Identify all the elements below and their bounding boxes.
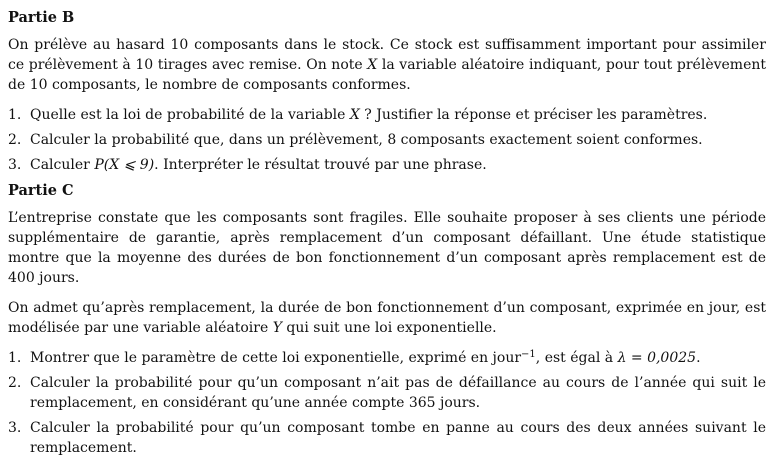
question-b2 — [8, 130, 766, 150]
question-number: 2. — [8, 375, 22, 391]
para-text-1: On admet qu’après remplacement, la durée de bon fonctionnement d’un composant, exprimée en jour, est modélisée par une variable aléatoire — [8, 300, 766, 336]
partie-c-para-1: L’entreprise constate que les composants sont fragiles. Elle souhaite proposer à ses clients une période supplémentaire de garantie, après remplacement d’un composant défaillant. Une étude statistique montre que la moyenne des durées de bon fonctionnement d’un composant après remplacement est de 400 jours. — [8, 210, 766, 286]
variable-x: X — [349, 107, 360, 123]
partie-b-intro — [8, 35, 766, 95]
intro-text-1: On prélève au hasard 10 composants dans le stock. Ce stock est suffisamment important pour assimiler ce prélèvement à 10 tirages avec remise. On note — [8, 37, 766, 73]
question-text: ? Justifier la réponse et préciser les paramètres. — [359, 107, 708, 123]
question-text: , est égal à — [535, 350, 618, 366]
question-text: Calculer — [30, 157, 95, 173]
intro-text-2: la variable aléatoire indiquant, pour tout prélèvement de 10 composants, le nombre de composants conformes. — [8, 57, 767, 93]
question-text: Calculer la probabilité que, dans un prélèvement, 8 composants exactement soient conformes. — [30, 132, 703, 148]
question-text: Calculer la probabilité pour qu’un composant tombe en panne au cours des deux années suivant le remplacement. — [30, 420, 766, 456]
question-c2 — [8, 373, 766, 413]
lambda-value: λ = 0,0025 — [617, 350, 697, 366]
question-text: . Interpréter le résultat trouvé par une phrase. — [154, 157, 487, 173]
question-number: 3. — [8, 157, 22, 173]
partie-c-questions — [8, 348, 766, 458]
section-title-partie-c: Partie C — [8, 182, 74, 199]
para-text-2: qui suit une loi exponentielle. — [281, 320, 497, 336]
question-number: 3. — [8, 420, 22, 436]
question-text: Montrer que le paramètre de cette loi exponentielle, exprimé en jour — [30, 350, 522, 366]
partie-c-para-2 — [8, 298, 766, 338]
question-number: 2. — [8, 132, 22, 148]
question-text: . — [696, 350, 701, 366]
section-title-partie-b: Partie B — [8, 9, 75, 26]
variable-x: X — [367, 57, 378, 73]
question-number: 1. — [8, 350, 22, 366]
question-c1 — [8, 348, 766, 368]
probability-expression: P(X ⩽ 9) — [94, 157, 155, 173]
partie-b-questions — [8, 105, 766, 175]
question-b1 — [8, 105, 766, 125]
question-text: Calculer la probabilité pour qu’un composant n’ait pas de défaillance au cours de l’année qui suit le remplacement, en considérant qu’une année compte 365 jours. — [30, 375, 766, 411]
question-number: 1. — [8, 107, 22, 123]
variable-y: Y — [272, 320, 282, 336]
question-text: Quelle est la loi de probabilité de la variable — [30, 107, 350, 123]
question-b3 — [8, 155, 766, 175]
exponent: −1 — [521, 349, 536, 360]
question-c3 — [8, 418, 766, 458]
